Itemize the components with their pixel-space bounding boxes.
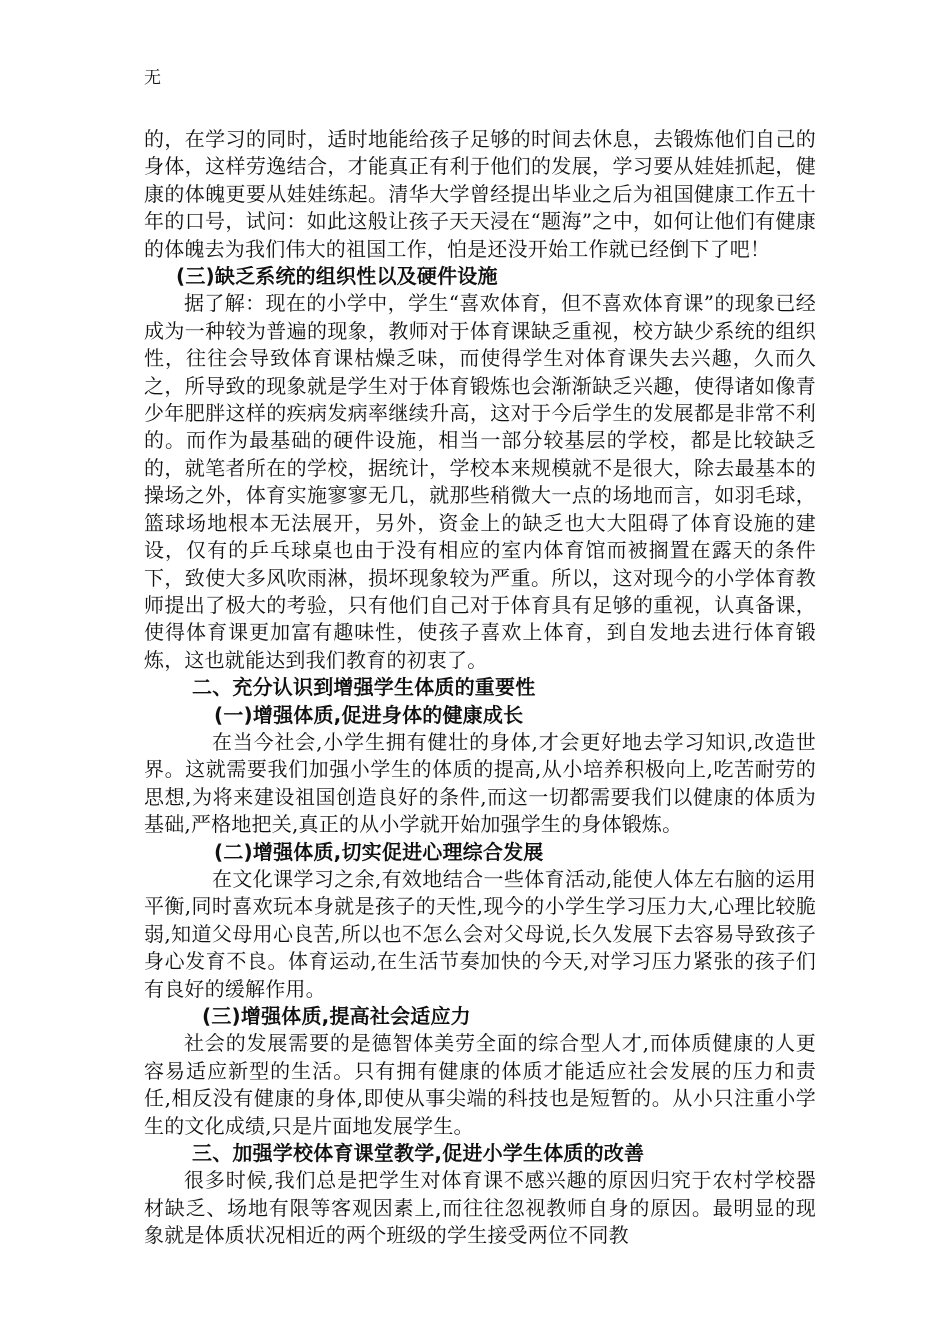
subheading-lack-of-organization: (三)缺乏系统的组织性以及硬件设施 <box>176 264 498 289</box>
paragraph-social-adaptability: 社会的发展需要的是德智体美劳全面的综合型人才,而体质健康的人更容易适应新型的生活。只有拥有健康的体质才能适应社会发展的压力和责任,相反没有健康的身体,即使从事尖端的科技也是短暂的。从小只注重小学生的文化成绩,只是片面地发展学生。 <box>144 1031 816 1138</box>
paragraph-classroom-teaching: 很多时候,我们总是把学生对体育课不感兴趣的原因归究于农村学校器材缺乏、场地有限等客观因素上,而往往忽视教师自身的原因。最明显的现象就是体质状况相近的两个班级的学生接受两位不同教 <box>144 1168 816 1248</box>
paragraph-intro-continuation: 的，在学习的同时，适时地能给孩子足够的时间去休息，去锻炼他们自己的身体，这样劳逸结合，才能真正有利于他们的发展，学习要从娃娃抓起，健康的体魄更要从娃娃练起。清华大学曾经提出毕业之后为祖国健康工作五十年的口号，试问：如此这般让孩子天天浸在“题海”之中，如何让他们有健康的体魄去为我们伟大的祖国工作，怕是还没开始工作就已经倒下了吧！ <box>144 127 816 261</box>
subheading-social-adaptability: (三)增强体质,提高社会适应力 <box>202 1004 471 1028</box>
subheading-psychological-development: (二)增强体质,切实促进心理综合发展 <box>214 839 544 864</box>
section-heading-3: 三、加强学校体育课堂教学,促进小学生体质的改善 <box>192 1141 645 1166</box>
document-body <box>144 126 816 1250</box>
section-heading-2: 二、充分认识到增强学生体质的重要性 <box>192 675 536 700</box>
paragraph-organization-facilities: 据了解：现在的小学中，学生“喜欢体育，但不喜欢体育课”的现象已经成为一种较为普遍的现象，教师对于体育课缺乏重视，校方缺少系统的组织性，往往会导致体育课枯燥乏味，而使得学生对体育课失去兴趣，久而久之，所导致的现象就是学生对于体育锻炼也会渐渐缺乏兴趣，使得诸如像青少年肥胖这样的疾病发病率继续升高，这对于今后学生的发展都是非常不利的。而作为最基础的硬件设施，相当一部分较基层的学校，都是比较缺乏的，就笔者所在的学校，据统计，学校本来规模就不是很大，除去最基本的操场之外，体育实施寥寥无几，就那些稍微大一点的场地而言，如羽毛球，篮球场地根本无法展开，另外，资金上的缺乏也大大阻碍了体育设施的建设，仅有的乒乓球桌也由于没有相应的室内体育馆而被搁置在露天的条件下，致使大多风吹雨淋，损坏现象较为严重。所以，这对现今的小学体育教师提出了极大的考验，只有他们自己对于体育具有足够的重视，认真备课，使得体育课更加富有趣味性，使孩子喜欢上体育，到自发地去进行体育锻炼，这也就能达到我们教育的初衷了。 <box>144 291 816 672</box>
subheading-healthy-growth: (一)增强体质,促进身体的健康成长 <box>214 702 524 727</box>
paragraph-healthy-growth: 在当今社会,小学生拥有健壮的身体,才会更好地去学习知识,改造世界。这就需要我们加强小学生的体质的提高,从小培养积极向上,吃苦耐劳的思想,为将来建设祖国创造良好的条件,而这一切都需要我们以健康的体质为基础,严格地把关,真正的从小学就开始加强学生的身体锻炼。 <box>144 729 816 837</box>
page-header-mark: 无 <box>144 68 161 88</box>
paragraph-psychological-development: 在文化课学习之余,有效地结合一些体育活动,能使人体左右脑的运用平衡,同时喜欢玩本身就是孩子的天性,现今的小学生学习压力大,心理比较脆弱,知道父母用心良苦,所以也不怎么会对父母说,长久发展下去容易导致孩子身心发育不良。体育运动,在生活节奏加快的今天,对学习压力紧张的孩子们有良好的缓解作用。 <box>144 866 816 1001</box>
